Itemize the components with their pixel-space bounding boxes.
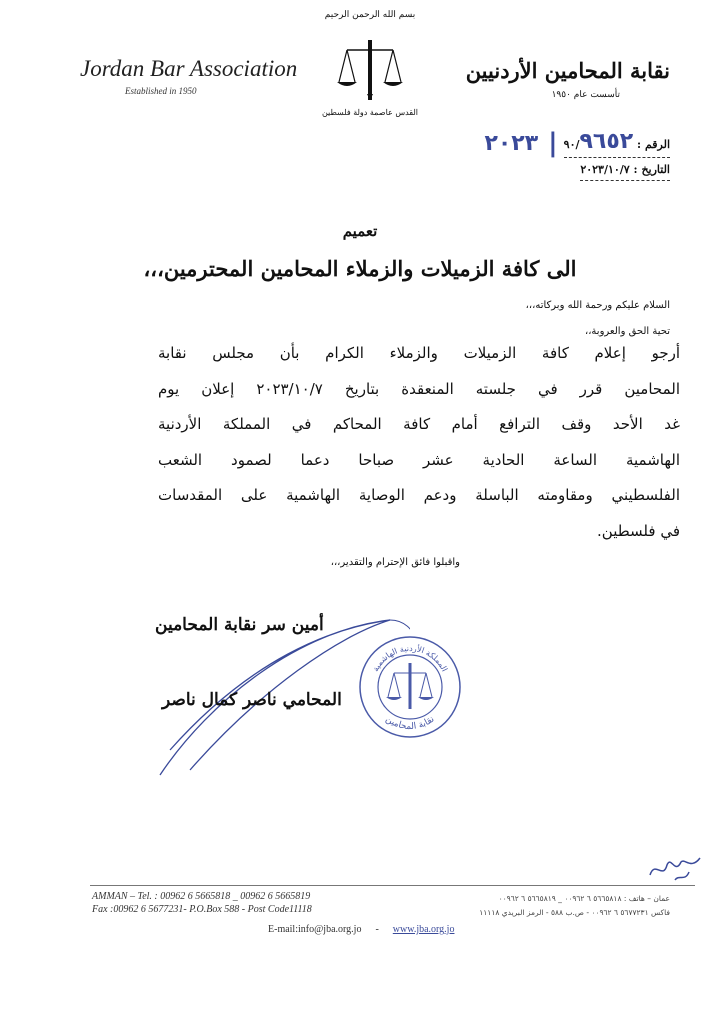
closing: واقبلوا فائق الإحترام والتقدير،،، bbox=[330, 557, 460, 568]
svg-text:نقابة المحامين bbox=[384, 714, 437, 732]
body-line: الهاشمية الساعة الحادية عشر صباحا دعما لصمود الشعب bbox=[158, 450, 680, 469]
signatory-title: أمين سر نقابة المحامين bbox=[155, 615, 324, 635]
letter-body bbox=[158, 344, 680, 557]
body-line: المحامين قرر في جلسته المنعقدة بتاريخ ٢٠٢٣/١٠/٧ إعلان يوم bbox=[158, 379, 680, 398]
arabic-association-name: نقابة المحامين الأردنيين bbox=[465, 58, 670, 83]
footer-divider bbox=[90, 885, 695, 886]
footer-arabic-phone: عمان – هاتف : ٥٦٦٥٨١٨ ٦ ٠٠٩٦٢ _ ٥٦٦٥٨١٩ ٦ ٠٠٩٦٢ bbox=[498, 894, 670, 903]
footer-email[interactable]: E-mail:info@jba.org.jo bbox=[268, 924, 362, 935]
english-association-name: Jordan Bar Association bbox=[80, 56, 298, 81]
body-line: أرجو إعلام كافة الزميلات والزملاء الكرام بأن مجلس نقابة bbox=[158, 344, 680, 362]
stamp-bottom-text: نقابة المحامين bbox=[383, 714, 437, 733]
reference-year: ٢٠٢٣ bbox=[484, 130, 539, 156]
footer-phone: AMMAN – Tel. : 00962 6 5665818 _ 00962 6 5665819 bbox=[92, 891, 311, 902]
stamp-top-text: المملكة الأردنية الهاشمية bbox=[370, 643, 450, 674]
official-stamp-icon bbox=[358, 635, 462, 739]
greeting-tahiya: تحية الحق والعروبة،، bbox=[584, 326, 670, 337]
footer-web-contact bbox=[268, 924, 454, 935]
reference-number bbox=[484, 128, 670, 158]
handwritten-initials-icon bbox=[645, 850, 705, 884]
footer-website-link[interactable]: www.jba.org.jo bbox=[392, 924, 455, 935]
subject-heading: تعميم bbox=[342, 222, 378, 240]
footer-english-contact bbox=[92, 890, 312, 916]
addressee: الى كافة الزميلات والزملاء المحامين المحترمين،،، bbox=[143, 256, 577, 281]
footer-separator: - bbox=[375, 924, 379, 935]
body-line: الفلسطيني ومقاومته الباسلة ودعم الوصاية الهاشمية على المقدسات bbox=[158, 486, 680, 504]
motto: القدس عاصمة دولة فلسطين bbox=[321, 108, 419, 117]
date: التاريخ : ٢٠٢٣/١٠/٧ bbox=[580, 163, 670, 181]
footer-arabic-fax: فاكس ٥٦٧٧٢٣١ ٦ ٠٠٩٦٢ - ص.ب ٥٨٨ - الرمز البريدي ١١١١٨ bbox=[479, 908, 670, 917]
body-line: في فلسطين. bbox=[597, 521, 680, 540]
english-established: Established in 1950 bbox=[125, 86, 197, 96]
reference-divider: | bbox=[548, 128, 558, 158]
footer-fax: Fax :00962 6 5677231- P.O.Box 588 - Post Code11118 bbox=[92, 904, 312, 915]
basmala: بسم الله الرحمن الرحيم bbox=[324, 10, 416, 20]
body-line: غد الأحد وقف الترافع أمام كافة المحاكم في المملكة الأردنية bbox=[158, 415, 680, 433]
signatory-name: المحامي ناصر كمال ناصر bbox=[162, 690, 342, 710]
footer-arabic-contact bbox=[479, 892, 670, 920]
reference-handwritten: ٩٦٥٢ bbox=[579, 128, 634, 154]
scales-sword-emblem-icon bbox=[335, 38, 405, 106]
arabic-established: تأسست عام ١٩٥٠ bbox=[551, 90, 620, 100]
greeting-salam: السلام عليكم ورحمة الله وبركاته،،، bbox=[525, 300, 670, 311]
reference-label: الرقم : ٩٠/ bbox=[563, 137, 670, 151]
